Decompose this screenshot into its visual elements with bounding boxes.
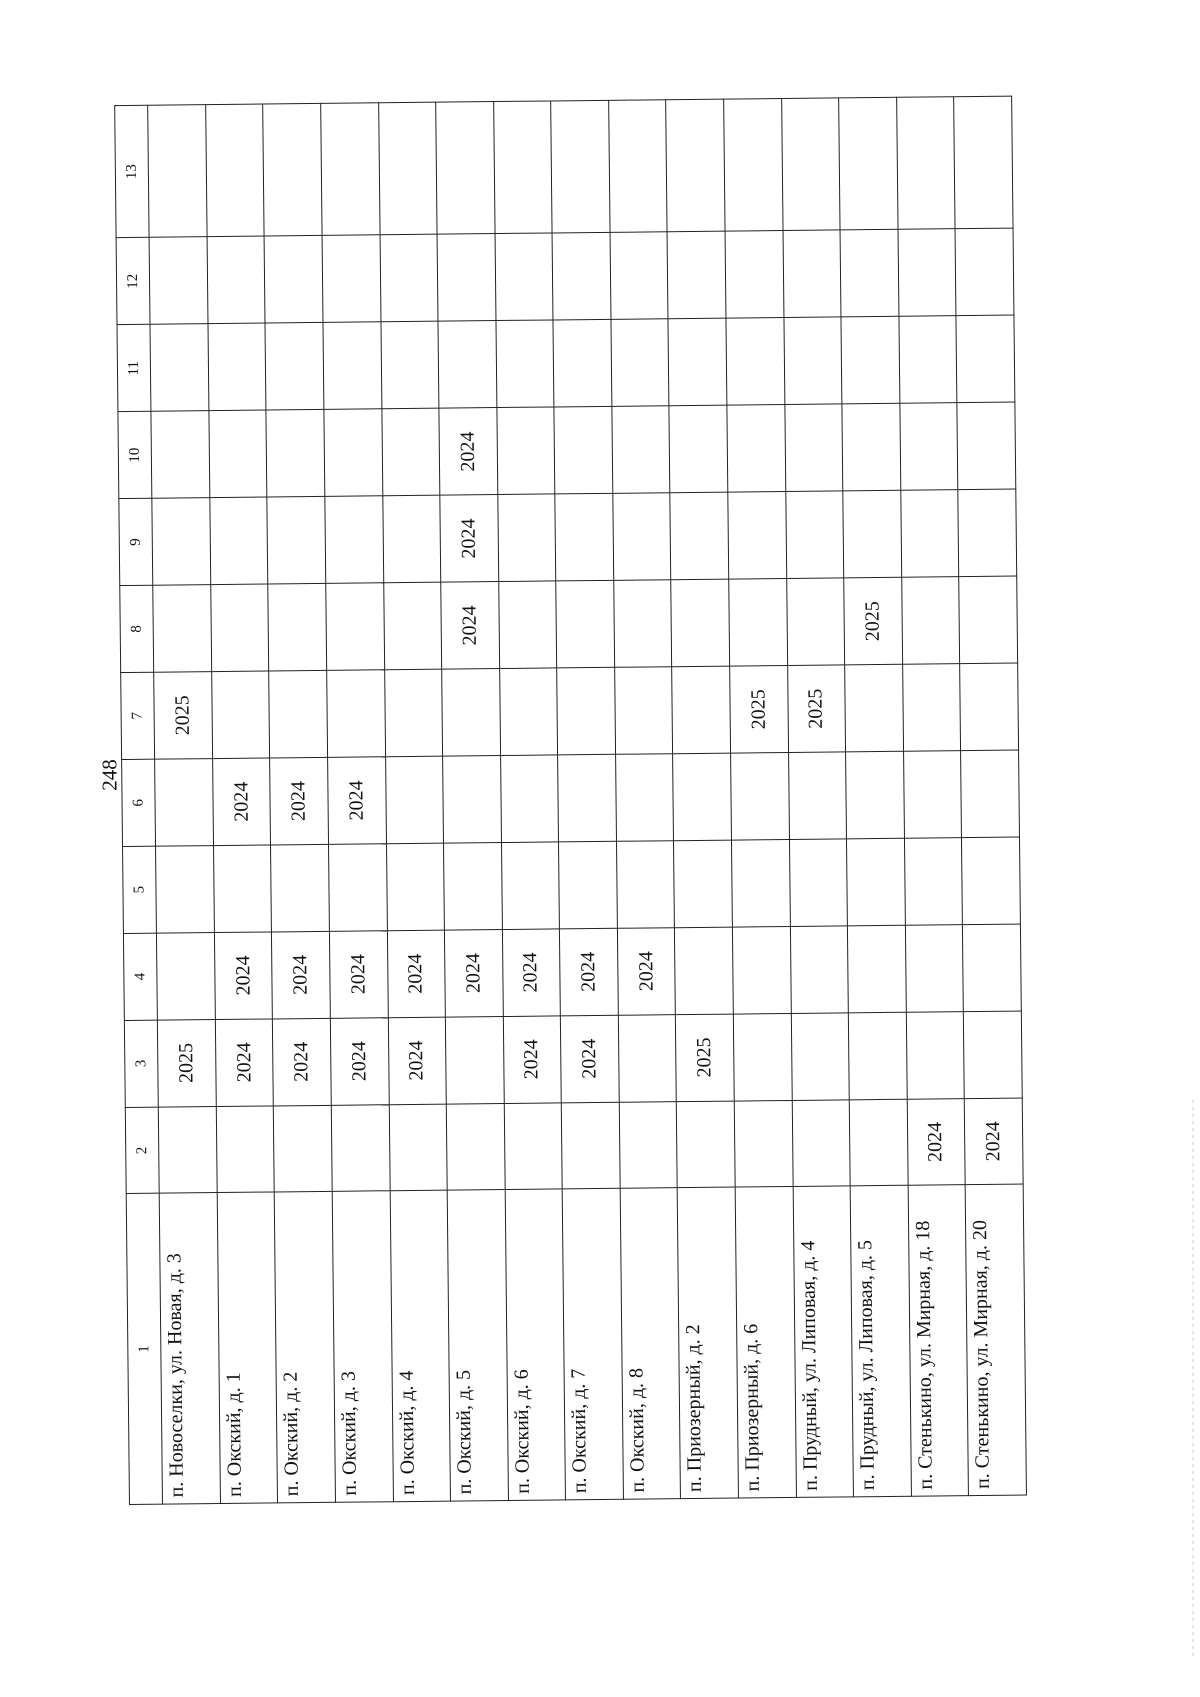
year-cell-col-10 xyxy=(324,409,382,497)
year-cell-col-12 xyxy=(725,231,783,319)
page-number: 248 xyxy=(97,759,122,791)
year-cell-col-4: 2024 xyxy=(329,930,387,1018)
year-cell-col-3 xyxy=(848,1012,906,1100)
year-cell-col-12 xyxy=(437,234,495,322)
schedule-table xyxy=(114,96,1027,1505)
year-cell-col-3: 2024 xyxy=(273,1018,331,1106)
year-cell-col-5 xyxy=(674,840,732,928)
table-body xyxy=(115,96,1027,1504)
year-cell-col-3: 2024 xyxy=(561,1015,619,1103)
year-cell-col-6 xyxy=(673,753,731,841)
year-cell-col-6 xyxy=(500,755,558,843)
year-cell-col-8 xyxy=(556,580,614,668)
year-cell-col-7: 2025 xyxy=(787,665,845,753)
year-cell-col-9 xyxy=(210,497,268,585)
year-cell-col-2: 2024 xyxy=(907,1098,965,1186)
year-cell-col-7: 2025 xyxy=(730,666,788,754)
year-cell-col-8 xyxy=(326,583,384,671)
year-cell-col-12 xyxy=(667,232,725,320)
year-cell-col-11 xyxy=(668,319,726,407)
year-cell-col-4 xyxy=(963,924,1022,1012)
address-cell: п. Окский, д. 4 xyxy=(390,1191,451,1502)
year-cell-col-2 xyxy=(792,1099,850,1187)
year-cell-col-10 xyxy=(900,403,958,491)
year-cell-col-10 xyxy=(842,404,900,492)
year-cell-col-11 xyxy=(611,319,669,407)
year-cell-col-5 xyxy=(271,844,329,932)
year-cell-col-7 xyxy=(672,666,730,754)
year-cell-col-13 xyxy=(378,102,437,235)
year-cell-col-9 xyxy=(728,492,786,580)
year-cell-col-8 xyxy=(901,577,959,665)
address-cell: п. Окский, д. 6 xyxy=(505,1189,566,1500)
year-cell-col-12 xyxy=(265,236,323,324)
year-cell-col-6 xyxy=(961,750,1020,838)
year-cell-col-4: 2024 xyxy=(617,927,675,1015)
year-cell-col-5 xyxy=(847,838,905,926)
year-cell-col-5 xyxy=(616,841,674,929)
year-cell-col-6 xyxy=(615,754,673,842)
address-cell: п. Стенькино, ул. Мирная, д. 20 xyxy=(965,1184,1026,1495)
year-cell-col-7 xyxy=(384,669,442,757)
year-cell-col-11 xyxy=(323,322,381,410)
year-cell-col-4 xyxy=(790,926,848,1014)
year-cell-col-10 xyxy=(957,402,1016,490)
year-cell-col-3 xyxy=(445,1016,503,1104)
year-cell-col-5 xyxy=(156,845,214,933)
year-cell-col-12 xyxy=(955,229,1014,317)
year-cell-col-7: 2025 xyxy=(154,672,212,760)
rotated-table-container xyxy=(114,96,1027,1505)
year-cell-col-10: 2024 xyxy=(439,408,497,496)
year-cell-col-10 xyxy=(151,411,209,499)
column-header-7: 7 xyxy=(121,672,155,759)
year-cell-col-9 xyxy=(382,495,440,583)
year-cell-col-13 xyxy=(666,99,725,232)
year-cell-col-8 xyxy=(211,584,269,672)
year-cell-col-3: 2025 xyxy=(676,1014,734,1102)
year-cell-col-5 xyxy=(789,839,847,927)
year-cell-col-3: 2024 xyxy=(503,1016,561,1104)
year-cell-col-5 xyxy=(559,841,617,929)
year-cell-col-13 xyxy=(896,97,955,230)
year-cell-col-2 xyxy=(274,1105,332,1193)
year-cell-col-12 xyxy=(840,230,898,318)
year-cell-col-6: 2024 xyxy=(270,757,328,845)
year-cell-col-6 xyxy=(846,751,904,839)
year-cell-col-2 xyxy=(849,1099,907,1187)
year-cell-col-3 xyxy=(733,1013,791,1101)
year-cell-col-3 xyxy=(618,1014,676,1102)
year-cell-col-11 xyxy=(438,321,496,409)
column-header-1: 1 xyxy=(126,1194,163,1505)
address-cell: п. Прудный, ул. Липовая, д. 4 xyxy=(793,1186,854,1497)
year-cell-col-6 xyxy=(385,756,443,844)
year-cell-col-5 xyxy=(213,845,271,933)
year-cell-col-10 xyxy=(209,410,267,498)
year-cell-col-7 xyxy=(269,670,327,758)
year-cell-col-9 xyxy=(555,494,613,582)
year-cell-col-7 xyxy=(960,663,1019,751)
column-header-5: 5 xyxy=(123,846,157,933)
year-cell-col-2 xyxy=(619,1101,677,1189)
year-cell-col-13 xyxy=(493,101,552,234)
address-cell: п. Новоселки, ул. Новая, д. 3 xyxy=(160,1193,221,1504)
year-cell-col-2 xyxy=(562,1102,620,1190)
year-cell-col-9 xyxy=(498,494,556,582)
year-cell-col-9 xyxy=(958,489,1017,577)
year-cell-col-8 xyxy=(959,576,1018,664)
year-cell-col-4 xyxy=(847,925,905,1013)
year-cell-col-4 xyxy=(675,927,733,1015)
year-cell-col-4: 2024 xyxy=(560,928,618,1016)
year-cell-col-7 xyxy=(557,667,615,755)
year-cell-col-6 xyxy=(731,752,789,840)
column-header-6: 6 xyxy=(122,759,156,846)
year-cell-col-10 xyxy=(266,410,324,498)
column-header-2: 2 xyxy=(125,1107,159,1194)
year-cell-col-9 xyxy=(267,497,325,585)
year-cell-col-6: 2024 xyxy=(212,758,270,846)
year-cell-col-12 xyxy=(380,235,438,323)
year-cell-col-10 xyxy=(612,406,670,494)
year-cell-col-7 xyxy=(902,664,960,752)
year-cell-col-12 xyxy=(898,229,956,317)
year-cell-col-7 xyxy=(327,670,385,758)
address-cell: п. Окский, д. 8 xyxy=(620,1188,681,1499)
year-cell-col-13 xyxy=(551,100,610,233)
year-cell-col-4 xyxy=(732,926,790,1014)
year-cell-col-4: 2024 xyxy=(272,931,330,1019)
year-cell-col-3 xyxy=(906,1011,964,1099)
year-cell-col-5 xyxy=(501,842,559,930)
column-header-9: 9 xyxy=(119,498,153,585)
year-cell-col-12 xyxy=(149,237,207,325)
year-cell-col-9 xyxy=(785,491,843,579)
year-cell-col-13 xyxy=(263,103,322,236)
year-cell-col-2 xyxy=(159,1106,217,1194)
year-cell-col-13 xyxy=(839,97,898,230)
year-cell-col-11 xyxy=(783,317,841,405)
year-cell-col-2: 2024 xyxy=(964,1098,1023,1186)
year-cell-col-7 xyxy=(499,668,557,756)
address-cell: п. Окский, д. 2 xyxy=(275,1192,336,1503)
year-cell-col-5 xyxy=(962,837,1021,925)
year-cell-col-8 xyxy=(268,583,326,671)
year-cell-col-11 xyxy=(726,318,784,406)
year-cell-col-11 xyxy=(265,323,323,411)
year-cell-col-8 xyxy=(153,585,211,673)
year-cell-col-4: 2024 xyxy=(387,930,445,1018)
year-cell-col-6 xyxy=(155,759,213,847)
year-cell-col-7 xyxy=(442,669,500,757)
column-header-3: 3 xyxy=(124,1020,158,1107)
address-cell: п. Окский, д. 7 xyxy=(562,1189,623,1500)
year-cell-col-2 xyxy=(734,1100,792,1188)
year-cell-col-11 xyxy=(150,324,208,412)
year-cell-col-9 xyxy=(325,496,383,584)
year-cell-col-2 xyxy=(504,1102,562,1190)
year-cell-col-8 xyxy=(614,580,672,668)
year-cell-col-13 xyxy=(436,102,495,235)
year-cell-col-10 xyxy=(669,405,727,493)
column-header-12: 12 xyxy=(116,238,150,325)
year-cell-col-3 xyxy=(964,1011,1023,1099)
year-cell-col-7 xyxy=(614,667,672,755)
year-cell-col-8 xyxy=(498,581,556,669)
address-cell: п. Окский, д. 1 xyxy=(217,1192,278,1503)
year-cell-col-9 xyxy=(152,498,210,586)
year-cell-col-3: 2024 xyxy=(388,1017,446,1105)
scan-edge-artifact xyxy=(1192,1100,1194,1660)
year-cell-col-5 xyxy=(904,837,962,925)
column-header-8: 8 xyxy=(120,585,154,672)
year-cell-col-12 xyxy=(322,235,380,323)
year-cell-col-12 xyxy=(207,236,265,324)
year-cell-col-8 xyxy=(786,578,844,666)
year-cell-col-10 xyxy=(381,408,439,496)
year-cell-col-11 xyxy=(553,320,611,408)
year-cell-col-12 xyxy=(783,230,841,318)
year-cell-col-2 xyxy=(446,1103,504,1191)
year-cell-col-11 xyxy=(208,323,266,411)
year-cell-col-6 xyxy=(443,755,501,843)
year-cell-col-3: 2025 xyxy=(158,1019,216,1107)
year-cell-col-5 xyxy=(731,839,789,927)
year-cell-col-9 xyxy=(670,492,728,580)
year-cell-col-6 xyxy=(558,754,616,842)
year-cell-col-13 xyxy=(781,98,840,231)
year-cell-col-13 xyxy=(206,104,265,237)
address-cell: п. Окский, д. 3 xyxy=(332,1191,393,1502)
year-cell-col-12 xyxy=(610,232,668,320)
column-header-11: 11 xyxy=(117,325,151,412)
year-cell-col-5 xyxy=(386,843,444,931)
year-cell-col-11 xyxy=(899,316,957,404)
year-cell-col-6 xyxy=(903,751,961,839)
year-cell-col-8: 2025 xyxy=(844,577,902,665)
year-cell-col-5 xyxy=(444,842,502,930)
year-cell-col-8 xyxy=(671,579,729,667)
year-cell-col-3 xyxy=(791,1013,849,1101)
year-cell-col-13 xyxy=(724,99,783,232)
year-cell-col-3: 2024 xyxy=(330,1017,388,1105)
year-cell-col-4: 2024 xyxy=(502,929,560,1017)
year-cell-col-2 xyxy=(331,1104,389,1192)
year-cell-col-6: 2024 xyxy=(328,757,386,845)
year-cell-col-9: 2024 xyxy=(440,495,498,583)
year-cell-col-9 xyxy=(843,490,901,578)
year-cell-col-12 xyxy=(552,233,610,321)
year-cell-col-8: 2024 xyxy=(441,582,499,670)
year-cell-col-8 xyxy=(729,579,787,667)
year-cell-col-7 xyxy=(212,671,270,759)
year-cell-col-4: 2024 xyxy=(445,929,503,1017)
year-cell-col-12 xyxy=(495,233,553,321)
column-header-13: 13 xyxy=(115,105,150,238)
year-cell-col-13 xyxy=(608,100,667,233)
year-cell-col-9 xyxy=(613,493,671,581)
year-cell-col-5 xyxy=(329,844,387,932)
year-cell-col-2 xyxy=(216,1106,274,1194)
year-cell-col-4: 2024 xyxy=(214,932,272,1020)
year-cell-col-9 xyxy=(900,490,958,578)
year-cell-col-11 xyxy=(381,322,439,410)
year-cell-col-2 xyxy=(389,1104,447,1192)
year-cell-col-13 xyxy=(321,103,380,236)
year-cell-col-6 xyxy=(788,752,846,840)
address-cell: п. Прудный, ул. Липовая, д. 5 xyxy=(850,1186,911,1497)
address-cell: п. Стенькино, ул. Мирная, д. 18 xyxy=(908,1185,969,1496)
year-cell-col-11 xyxy=(496,320,554,408)
year-cell-col-11 xyxy=(841,317,899,405)
year-cell-col-8 xyxy=(383,582,441,670)
year-cell-col-2 xyxy=(677,1101,735,1189)
year-cell-col-11 xyxy=(956,315,1015,403)
year-cell-col-13 xyxy=(954,96,1013,229)
year-cell-col-10 xyxy=(784,404,842,492)
year-cell-col-4 xyxy=(157,932,215,1020)
column-header-4: 4 xyxy=(123,933,157,1020)
address-cell: п. Приозерный, д. 2 xyxy=(678,1188,739,1499)
year-cell-col-7 xyxy=(845,664,903,752)
year-cell-col-4 xyxy=(905,924,963,1012)
year-cell-col-10 xyxy=(727,405,785,493)
year-cell-col-3: 2024 xyxy=(215,1019,273,1107)
year-cell-col-10 xyxy=(497,407,555,495)
column-header-10: 10 xyxy=(118,412,152,499)
year-cell-col-10 xyxy=(554,407,612,495)
year-cell-col-13 xyxy=(148,105,207,238)
address-cell: п. Окский, д. 5 xyxy=(447,1190,508,1501)
address-cell: п. Приозерный, д. 6 xyxy=(735,1187,796,1498)
